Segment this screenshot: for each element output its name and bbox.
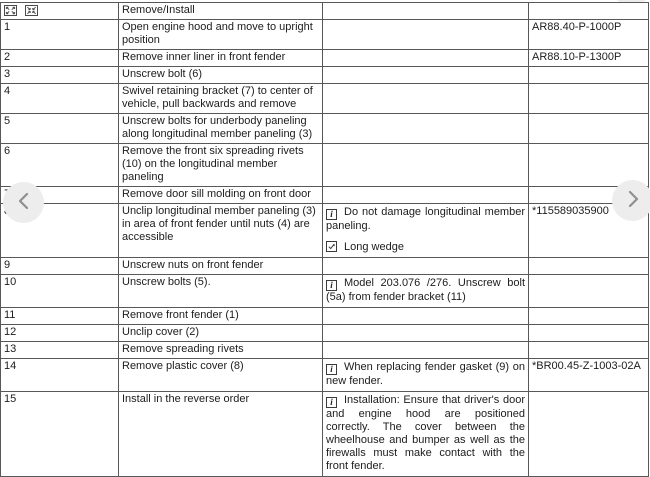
- table-row: [1, 392, 649, 477]
- ref-cell: *BR00.45-Z-1003-02A: [529, 359, 649, 392]
- table-row: [1, 187, 649, 204]
- notes-cell: [323, 84, 529, 114]
- step-cell: Unscrew bolts for underbody paneling along longitudinal member paneling (3): [119, 114, 323, 144]
- notes-cell: [323, 67, 529, 84]
- notes-cell: [323, 204, 529, 258]
- notes-cell: [323, 342, 529, 359]
- tool-icon: [326, 241, 337, 252]
- ref-cell: [529, 258, 649, 275]
- notes-cell: [323, 187, 529, 204]
- row-number-cell: 5: [1, 114, 119, 144]
- notes-cell: [323, 258, 529, 275]
- procedure-table: [0, 2, 649, 477]
- step-cell: Remove door sill molding on front door: [119, 187, 323, 204]
- table-row: [1, 50, 649, 67]
- ref-cell: [529, 308, 649, 325]
- previous-page-button[interactable]: [3, 182, 44, 223]
- step-cell: Remove front fender (1): [119, 308, 323, 325]
- table-row: [1, 114, 649, 144]
- ref-cell: [529, 342, 649, 359]
- step-cell: Remove plastic cover (8): [119, 359, 323, 392]
- row-number-cell: 4: [1, 84, 119, 114]
- table-row: [1, 342, 649, 359]
- note-text: Do not damage longitudinal member paneling.: [326, 206, 525, 232]
- step-cell: Open engine hood and move to upright position: [119, 20, 323, 50]
- header-notes-cell: [323, 3, 529, 20]
- row-number-cell: 11: [1, 308, 119, 325]
- notes-cell: [323, 114, 529, 144]
- info-icon: i: [326, 364, 337, 375]
- step-cell: Unclip longitudinal member paneling (3) in area of front fender until nuts (4) are accessible: [119, 204, 323, 258]
- step-cell: Remove inner liner in front fender: [119, 50, 323, 67]
- table-row: [1, 359, 649, 392]
- table-row: [1, 20, 649, 50]
- row-number-cell: 15: [1, 392, 119, 477]
- ref-cell: [529, 325, 649, 342]
- table-row: [1, 204, 649, 258]
- note: [326, 241, 525, 254]
- notes-cell: [323, 308, 529, 325]
- table-row: [1, 258, 649, 275]
- notes-cell: [323, 50, 529, 67]
- table-row: [1, 84, 649, 114]
- row-number-cell: 14: [1, 359, 119, 392]
- ref-cell: [529, 84, 649, 114]
- step-cell: Swivel retaining bracket (7) to center of vehicle, pull backwards and remove: [119, 84, 323, 114]
- header-icons-cell: [1, 3, 119, 20]
- ref-cell: [529, 275, 649, 308]
- row-number-cell: 6: [1, 144, 119, 187]
- note: [326, 394, 525, 473]
- row-number-cell: 12: [1, 325, 119, 342]
- table-row: [1, 67, 649, 84]
- note: [326, 361, 525, 388]
- notes-cell: [323, 392, 529, 477]
- step-cell: Unclip cover (2): [119, 325, 323, 342]
- chevron-right-icon: [624, 188, 642, 213]
- note-text: When replacing fender gasket (9) on new fender.: [326, 361, 525, 387]
- notes-cell: [323, 359, 529, 392]
- note-text: Model 203.076 /276. Unscrew bolt (5a) from fender bracket (11): [326, 277, 525, 303]
- row-number-cell: 1: [1, 20, 119, 50]
- ref-cell: [529, 392, 649, 477]
- info-icon: i: [326, 397, 337, 408]
- row-number-cell: 13: [1, 342, 119, 359]
- collapse-all-icon[interactable]: [25, 5, 38, 16]
- table-header-row: [1, 3, 649, 20]
- step-cell: Unscrew bolts (5).: [119, 275, 323, 308]
- ref-cell: AR88.40-P-1000P: [529, 20, 649, 50]
- note-text: Long wedge: [344, 241, 404, 253]
- ref-cell: *115589035900: [529, 204, 649, 258]
- info-icon: i: [326, 209, 337, 220]
- header-ref-cell: [529, 3, 649, 20]
- notes-cell: [323, 20, 529, 50]
- note-text: Installation: Ensure that driver's door and engine hood are positioned correctly. The cover between the wheelhouse and bumper as well as the firewalls must make contact with the front fender.: [326, 394, 525, 472]
- ref-cell: [529, 114, 649, 144]
- expand-all-icon[interactable]: [4, 5, 17, 16]
- note: [326, 206, 525, 233]
- row-number-cell: 10: [1, 275, 119, 308]
- row-number-cell: 3: [1, 67, 119, 84]
- info-icon: i: [326, 280, 337, 291]
- row-number-cell: 9: [1, 258, 119, 275]
- note: [326, 277, 525, 304]
- step-cell: Remove spreading rivets: [119, 342, 323, 359]
- row-number-cell: 2: [1, 50, 119, 67]
- chevron-left-icon: [15, 190, 33, 215]
- table-row: [1, 325, 649, 342]
- table-row: [1, 275, 649, 308]
- step-cell: Unscrew nuts on front fender: [119, 258, 323, 275]
- ref-cell: AR88.10-P-1300P: [529, 50, 649, 67]
- notes-cell: [323, 144, 529, 187]
- table-row: [1, 144, 649, 187]
- table-row: [1, 308, 649, 325]
- step-cell: Install in the reverse order: [119, 392, 323, 477]
- next-page-button[interactable]: [612, 180, 650, 221]
- notes-cell: [323, 325, 529, 342]
- step-cell: Unscrew bolt (6): [119, 67, 323, 84]
- ref-cell: [529, 67, 649, 84]
- table-header-title: Remove/Install: [119, 3, 323, 20]
- notes-cell: [323, 275, 529, 308]
- step-cell: Remove the front six spreading rivets (10) on the longitudinal member paneling: [119, 144, 323, 187]
